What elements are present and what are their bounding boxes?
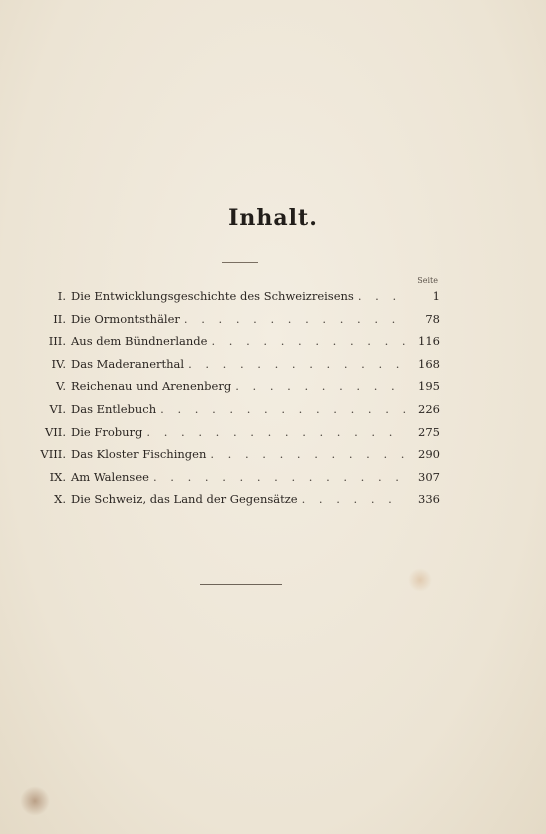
chapter-title: Aus dem Bündnerlande [71,334,208,349]
closing-rule [200,584,282,585]
dot-leader [184,312,406,326]
chapter-title: Reichenau und Arenenberg [71,379,232,394]
chapter-page: 78 [425,311,440,326]
chapter-number: I. [57,289,66,303]
dot-leader [153,470,406,484]
chapter-page: 290 [418,447,440,462]
chapter-title: Am Walensee [71,469,149,484]
dot-leader [358,289,406,303]
dot-leader [235,379,406,393]
paper-stain [408,568,432,592]
chapter-title: Das Kloster Fischingen [71,447,207,462]
toc-entry [30,447,440,470]
dot-leader [146,425,406,439]
chapter-title: Die Schweiz, das Land der Gegensätze [71,492,298,507]
chapter-title: Das Entlebuch [71,401,157,416]
dot-leader [211,334,406,348]
chapter-page: 116 [418,334,440,349]
toc-entry [30,312,440,335]
toc-entry [30,492,440,515]
toc-entry [30,357,440,380]
dot-leader [160,402,406,416]
toc-entry [30,425,440,448]
chapter-title: Die Entwicklungsgeschichte des Schweizreisens [71,289,354,303]
toc-entry [30,470,440,493]
chapter-page: 307 [418,469,440,484]
chapter-number: X. [54,492,66,507]
table-of-contents [30,289,440,515]
chapter-number: III. [48,334,66,349]
dot-leader [210,447,406,461]
toc-entry [30,402,440,425]
page-title: Inhalt. [228,205,318,231]
paper-stain [20,786,50,816]
chapter-number: V. [56,379,66,394]
chapter-number: VII. [44,424,66,439]
chapter-title: Die Froburg [71,424,143,439]
toc-entry [30,334,440,357]
chapter-number: IV. [51,356,66,371]
chapter-page: 226 [418,401,440,416]
dot-leader [302,492,406,506]
toc-entry [30,379,440,402]
chapter-page: 336 [418,492,440,507]
dot-leader [188,357,406,371]
chapter-title: Die Ormontsthäler [71,311,180,326]
chapter-page: 1 [432,289,440,303]
chapter-number: IX. [49,469,66,484]
chapter-title: Das Maderanerthal [71,356,185,371]
chapter-page: 168 [418,356,440,371]
chapter-page: 275 [418,424,440,439]
page-column-header: Seite [417,276,438,285]
chapter-number: VI. [49,401,66,416]
toc-entry [30,289,440,312]
title-ornament [222,262,258,263]
chapter-number: VIII. [40,447,66,462]
chapter-number: II. [53,311,66,326]
chapter-page: 195 [418,379,440,394]
